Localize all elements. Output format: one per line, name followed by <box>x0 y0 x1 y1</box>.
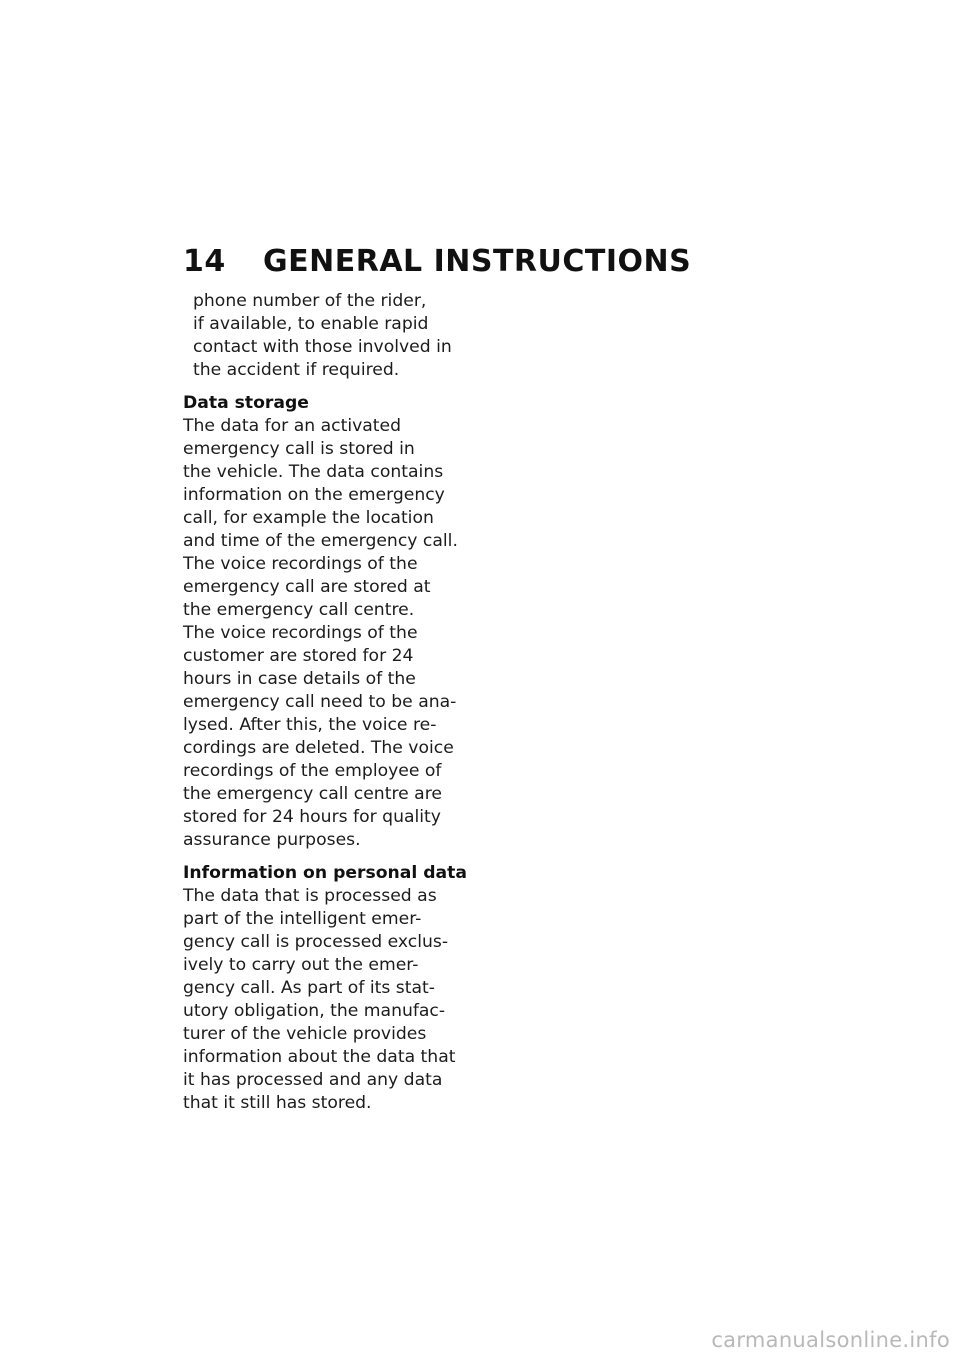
text-line: part of the intelligent emer- <box>183 909 422 929</box>
chapter-header <box>183 236 783 286</box>
text-line: The voice recordings of the <box>183 623 418 643</box>
personal-data-section <box>183 862 467 1115</box>
text-line: assurance purposes. <box>183 830 361 850</box>
text-line: information about the data that <box>183 1047 456 1067</box>
text-line: that it still has stored. <box>183 1093 372 1113</box>
text-line: recordings of the employee of <box>183 761 442 781</box>
section-heading-data-storage: Data storage <box>183 393 309 413</box>
section-heading-personal-data: Information on personal data <box>183 863 467 883</box>
text-line: phone number of the rider, <box>193 291 427 311</box>
text-line: call, for example the location <box>183 508 434 528</box>
text-line: emergency call need to be ana- <box>183 692 457 712</box>
chapter-title: GENERAL INSTRUCTIONS <box>263 243 692 279</box>
intro-paragraph <box>183 290 458 382</box>
chapter-number: 14 <box>183 243 226 279</box>
text-line: emergency call are stored at <box>183 577 431 597</box>
text-line: customer are stored for 24 <box>183 646 414 666</box>
text-line: if available, to enable rapid <box>193 314 429 334</box>
text-column <box>183 290 467 1115</box>
text-line: lysed. After this, the voice re- <box>183 715 437 735</box>
text-line: hours in case details of the <box>183 669 416 689</box>
text-line: the emergency call centre. <box>183 600 415 620</box>
text-line: and time of the emergency call. <box>183 531 458 551</box>
text-line: utory obligation, the manufac- <box>183 1001 446 1021</box>
data-storage-section <box>183 392 458 852</box>
text-line: the emergency call centre are <box>183 784 442 804</box>
watermark: carmanualsonline.info <box>711 1328 950 1352</box>
text-line: The voice recordings of the <box>183 554 418 574</box>
text-line: turer of the vehicle provides <box>183 1024 427 1044</box>
text-line: gency call is processed exclus- <box>183 932 449 952</box>
text-line: information on the emergency <box>183 485 445 505</box>
text-line: The data for an activated <box>183 416 402 436</box>
text-line: emergency call is stored in <box>183 439 415 459</box>
text-line: ively to carry out the emer- <box>183 955 419 975</box>
text-line: cordings are deleted. The voice <box>183 738 454 758</box>
text-line: contact with those involved in <box>193 337 452 357</box>
text-line: the accident if required. <box>193 360 400 380</box>
text-line: gency call. As part of its stat- <box>183 978 435 998</box>
text-line: the vehicle. The data contains <box>183 462 444 482</box>
text-line: it has processed and any data <box>183 1070 443 1090</box>
text-line: The data that is processed as <box>183 886 437 906</box>
text-line: stored for 24 hours for quality <box>183 807 441 827</box>
